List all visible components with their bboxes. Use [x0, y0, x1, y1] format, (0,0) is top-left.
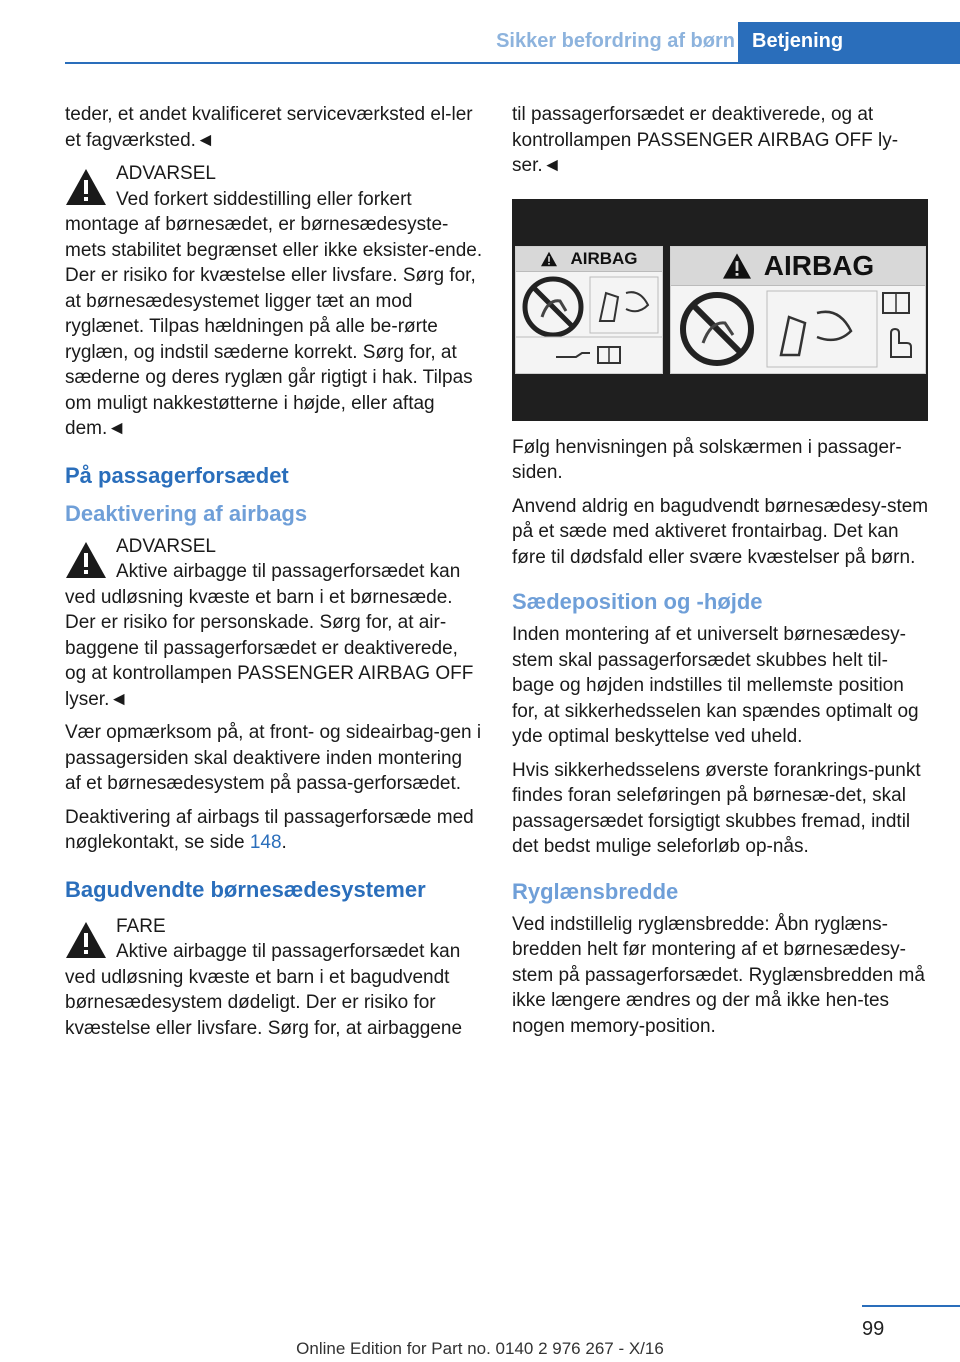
follow-instructions-paragraph: Følg henvisningen på solskærmen i passager-siden.	[512, 436, 902, 483]
airbag-label-large-text: AIRBAG	[763, 249, 875, 281]
left-column	[65, 102, 483, 1049]
footer-rule	[862, 1305, 960, 1307]
intro-paragraph: teder, et andet kvalificeret serviceværksted el-ler et fagværksted.◄	[65, 104, 473, 151]
warning-text: Ved forkert siddestilling eller forkert montage af børnesædet, er børnesædesyste-mets stabilitet begrænset eller ikke eksister-ende. Der er risiko for kvæstelse eller livsfare. Sørg for, at børnesædesystemet ligger tæt an mod ryglænet. Tilpas hældningen på alle be-rørte ryglæn, og indstil sæderne korrekt. Sørg for, at sæderne og deres ryglæn går rigtigt i hak. Tilpas om muligt nakkestøtterne i højde, eller aftag dem.◄	[65, 188, 483, 439]
page-reference-link[interactable]: 148	[249, 832, 282, 853]
attention-paragraph: Vær opmærksom på, at front- og sideairbag-gen i passagersiden skal deaktivere inden montering af et børnesædesystem på passa-gerforsædet.	[65, 722, 482, 794]
never-use-paragraph: Anvend aldrig en bagudvendt børnesædesy-stem på et sæde med aktiveret frontairbag. Det kan føre til dødsfald eller svære kvæstelser på børn.	[512, 495, 929, 568]
warning-triangle-icon	[65, 167, 107, 207]
airbag-label-large	[670, 246, 926, 374]
warning-block-1	[65, 161, 483, 442]
warning-triangle-icon	[65, 920, 107, 960]
child-seat-prohibited-icon	[516, 273, 662, 371]
warning-triangle-icon	[540, 251, 558, 267]
header-section-title: Sikker befordring af børn	[496, 30, 735, 52]
continued-paragraph: til passagerforsædet er deaktiverede, og at kontrollampen PASSENGER AIRBAG OFF ly-ser.◄	[512, 104, 899, 176]
danger-block	[65, 914, 483, 1042]
airbag-warning-label-photo	[512, 199, 928, 421]
header-chapter-tab[interactable]: Betjening	[738, 22, 960, 62]
right-column	[512, 102, 930, 1047]
page-number: 99	[862, 1318, 885, 1340]
warning-text: Aktive airbagge til passagerforsædet kan ved udløsning kvæste et barn i et børnesæde. Der er risiko for personskade. Sørg for, at air-baggene til passagerforsædet er deaktiverede, og at kontrollampen PASSENGER AIRBAG OFF lyser.◄	[65, 561, 474, 710]
header-rule	[65, 62, 960, 64]
warning-triangle-icon	[722, 252, 752, 280]
airbag-label-small	[515, 246, 663, 374]
airbag-label-small-text: AIRBAG	[570, 248, 638, 268]
key-switch-paragraph	[65, 805, 483, 856]
airbag-label-small-header	[516, 247, 662, 272]
danger-text: Aktive airbagge til passagerforsædet kan ved udløsning kvæste et barn i et bagudvendt børnesædesystem dødeligt. Der er risiko for kvæstelse eller livsfare. Sørg for, at airbaggene	[65, 941, 463, 1039]
backrest-width-paragraph: Ved indstillelig ryglænsbredde: Åbn ryglæns-bredden helt før montering af et børnesædesy-stem på passagerforsædet. Ryglænsbredden må ikke længere ændres og der må ikke hen-tes nogen memory-position.	[512, 913, 925, 1037]
warning-title: ADVARSEL	[116, 535, 216, 557]
key-switch-text: Deaktivering af airbags til passagerforsæde med nøglekontakt, se side	[65, 806, 474, 853]
edition-footer: Online Edition for Part no. 0140 2 976 267 - X/16	[296, 1339, 664, 1358]
heading-deactivate-airbags: Deaktivering af airbags	[65, 500, 308, 526]
seat-position-paragraph-2: Hvis sikkerhedsselens øverste forankrings-punkt findes foran seleføringen på børnesæ-det, skal passagersædet forsigtigt skubbes fremad, indtil det bedst mulige seleforløb op-nås.	[512, 759, 921, 857]
warning-triangle-icon	[65, 540, 107, 580]
key-switch-period: .	[281, 832, 287, 853]
danger-title: FARE	[116, 915, 166, 937]
heading-seat-position: Sædeposition og -højde	[512, 589, 763, 614]
warning-title: ADVARSEL	[116, 163, 216, 184]
seat-position-paragraph-1: Inden montering af et universelt børnesædesy-stem skal passagerforsædet skubbes helt til-bage og højden indstilles til mellemste position for, at sikkerhedsselen kan spændes optimalt og yde optimal beskyttelse ved uheld.	[512, 624, 919, 747]
heading-rear-facing-seats: Bagudvendte børnesædesystemer	[65, 876, 426, 902]
child-seat-prohibited-icon	[671, 287, 925, 371]
heading-backrest-width: Ryglænsbredde	[512, 878, 679, 904]
warning-block-2	[65, 534, 483, 713]
airbag-label-large-header	[671, 247, 925, 286]
heading-passenger-seat: På passagerforsædet	[65, 462, 289, 488]
